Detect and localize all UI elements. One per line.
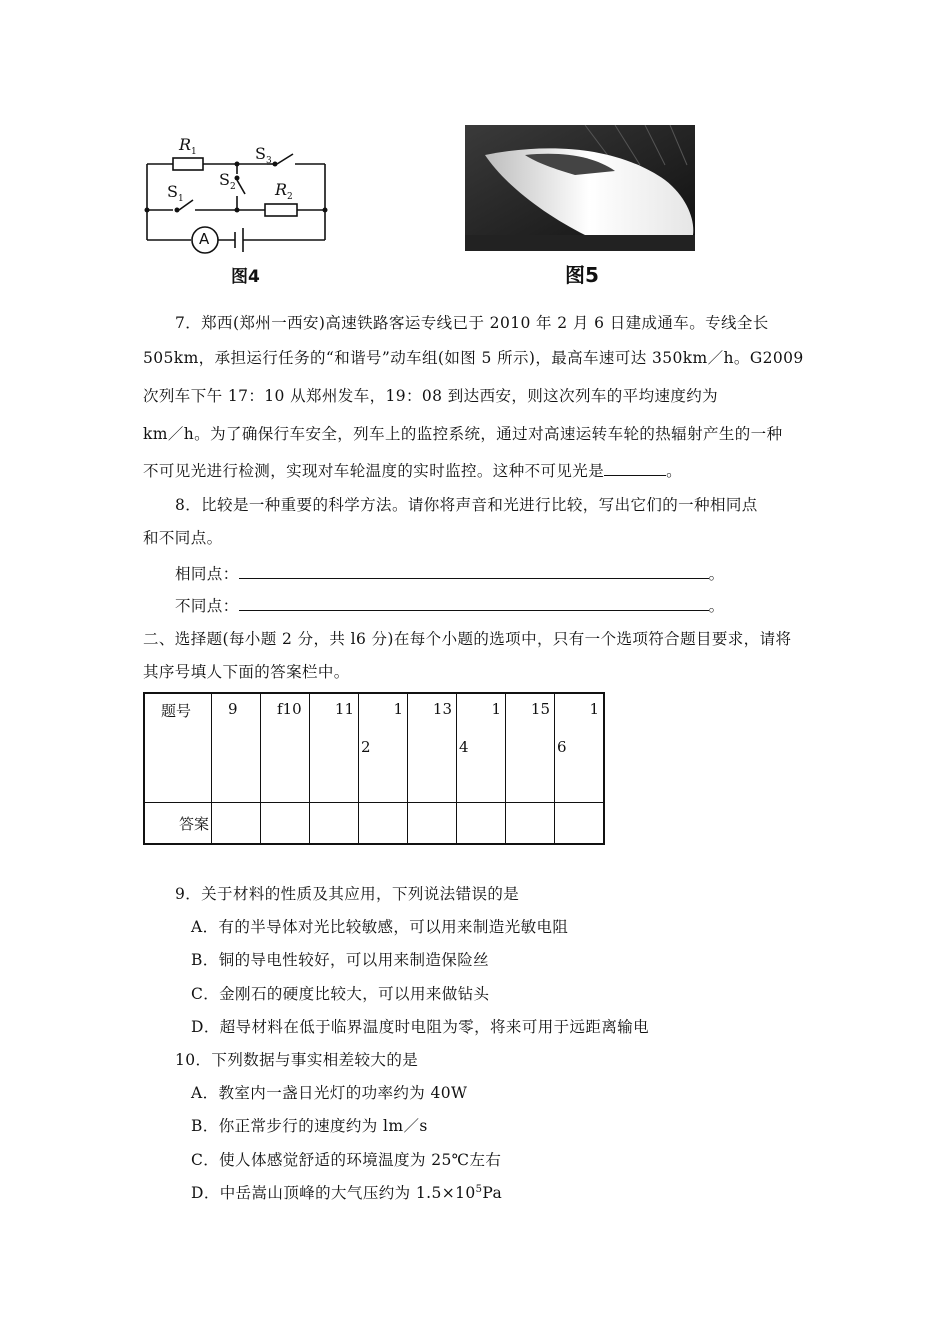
section2-line-1: 二、选择题(每小题 2 分，共 l6 分)在每个小题的选项中，只有一个选项符合题目要求，请将 [143, 630, 792, 648]
q8-same-end: 。 [708, 565, 725, 583]
q9-stem: 9．关于材料的性质及其应用，下列说法错误的是 [175, 885, 520, 903]
q8-diff-end: 。 [708, 597, 725, 615]
q9-option-c: C．金刚石的硬度比较大，可以用来做钻头 [191, 985, 490, 1003]
figure-4-caption: 图4 [231, 267, 260, 287]
table-cell: f10 [261, 693, 310, 803]
q7-line-1: 7．郑西(郑州一西安)高速铁路客运专线已于 2010 年 2 月 6 日建成通车。专线全长 [175, 314, 769, 332]
q7-line-5-text: 不可见光进行检测，实现对车轮温度的实时监控。这种不可见光是 [143, 462, 605, 480]
q10-option-d: D．中岳嵩山顶峰的大气压约为 $1.5\times 10^5Pa$ [191, 1183, 503, 1202]
q7-line-2: 505km，承担运行任务的“和谐号”动车组(如图 5 所示)，最高车速可达 350km／h。G2009 [143, 349, 804, 367]
train-photo [465, 125, 695, 251]
answer-cell[interactable] [408, 803, 457, 845]
answer-cell[interactable] [261, 803, 310, 845]
table-cell: 15 [506, 693, 555, 803]
q9-option-a: A．有的半导体对光比较敏感，可以用来制造光敏电阻 [191, 918, 569, 936]
table-cell: 1 2 [359, 693, 408, 803]
table-row [144, 693, 604, 803]
label-s2: $S_2$ [219, 170, 236, 193]
q8-same-blank[interactable] [239, 564, 709, 579]
table-answer-label-cell: 答案 [144, 803, 212, 845]
q10-option-c: C．使人体感觉舒适的环境温度为 25℃左右 [191, 1151, 502, 1169]
q7-answer-blank[interactable] [604, 461, 666, 476]
q8-diff-row [175, 594, 725, 616]
answer-cell[interactable] [310, 803, 359, 845]
q9-option-d: D．超导材料在低于临界温度时电阻为零，将来可用于远距离输电 [191, 1018, 650, 1036]
answer-cell[interactable] [359, 803, 408, 845]
table-header-cell: 题号 [144, 693, 212, 803]
answer-cell[interactable] [506, 803, 555, 845]
figure-4 [135, 130, 335, 290]
q8-diff-blank[interactable] [239, 596, 709, 611]
ammeter-label: A [199, 230, 210, 248]
q8-line-2: 和不同点。 [143, 529, 223, 547]
label-r1: $R_1$ [179, 135, 197, 158]
section2-line-2: 其序号填人下面的答案栏中。 [143, 663, 350, 681]
q10-stem: 10．下列数据与事实相差较大的是 [175, 1051, 419, 1069]
table-cell: 13 [408, 693, 457, 803]
q7-line-5-end: 。 [666, 462, 683, 480]
q7-line-3: 次列车下午 17：10 从郑州发车，19：08 到达西安，则这次列车的平均速度约为 [143, 387, 719, 405]
answer-table [143, 692, 605, 845]
table-cell: 9 [212, 693, 261, 803]
q8-same-label: 相同点： [175, 565, 239, 583]
answer-cell[interactable] [457, 803, 506, 845]
q7-line-5 [143, 459, 682, 481]
table-cell: 11 [310, 693, 359, 803]
q8-line-1: 8．比较是一种重要的科学方法。请你将声音和光进行比较，写出它们的一种相同点 [175, 496, 758, 514]
label-r2: $R_2$ [275, 180, 293, 203]
answer-cell[interactable] [212, 803, 261, 845]
q8-same-row [175, 562, 725, 584]
q8-diff-label: 不同点： [175, 597, 239, 615]
table-cell: 1 6 [555, 693, 605, 803]
figure-5-caption: 图5 [565, 263, 599, 287]
label-s3: $S_3$ [255, 144, 272, 167]
answer-cell[interactable] [555, 803, 605, 845]
q10-option-b: B．你正常步行的速度约为 lm／s [191, 1117, 428, 1135]
table-cell: 1 4 [457, 693, 506, 803]
circuit-diagram [135, 130, 335, 260]
figure-5 [465, 125, 697, 287]
label-s1: $S_1$ [167, 182, 184, 205]
table-row [144, 803, 604, 845]
q7-line-4: km／h。为了确保行车安全，列车上的监控系统，通过对高速运转车轮的热辐射产生的一种 [143, 425, 783, 443]
q10-option-a: A．教室内一盏日光灯的功率约为 40W [191, 1084, 468, 1102]
q9-option-b: B．铜的导电性较好，可以用来制造保险丝 [191, 951, 489, 969]
